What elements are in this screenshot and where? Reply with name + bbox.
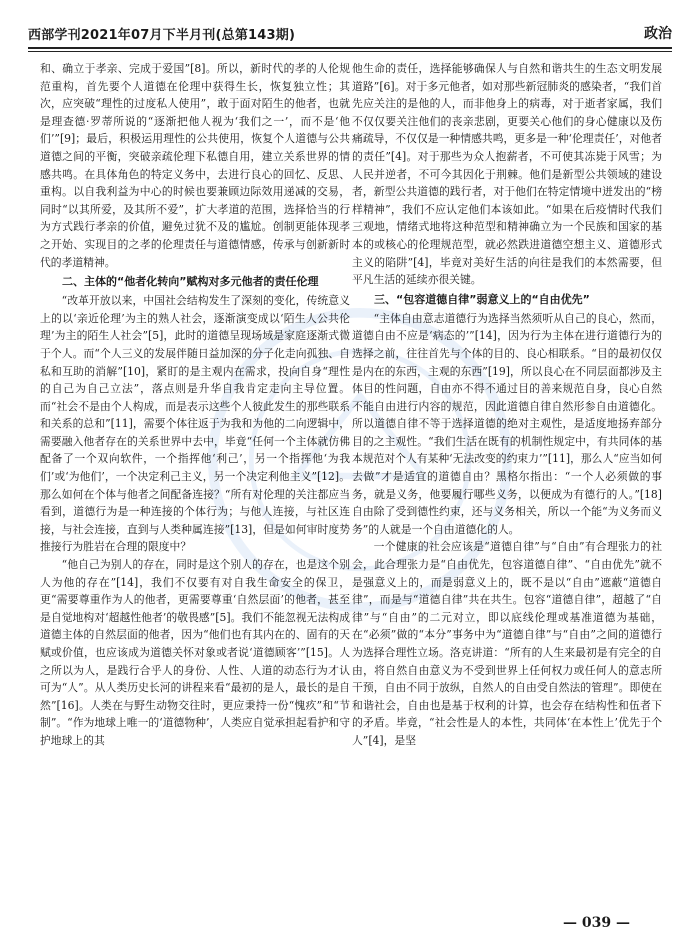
paragraph: 他生命的责任，选择能够确保人与自然和谐共生的生态文明发展道路”[6]。对于多元他者，如对那些新冠肺炎的感染者，“我们首先应关注的是他的人，而非他身上的病毒，对于逝者家属，我们不仅仅要关注他们的丧亲悲剧，更要关心他们的身心健康以及伤痛疏导，不仅仅是一种情感共鸣，更多是一种‘伦理责任’，对他者的责任”[4]。对于那些为众人抱薪者，不可使其冻毙于风雪；为人民并逆者，不可今其因化于荆棘。他们是新型公共领域的建设者，新型公共道德的践行者，对于他们在特定情境中迸发出的“榜样精神”，我们不应认定他们本该如此。“如果在后疫情时代我们三观地，情绪式地将这种范型和精神确立为一个民族和国家的基本的或核心的伦理规范型，就必然跌进道德空想主义、道德形式主义的陷阱”[4]，毕竟对美好生活的向往是我们的本然需要，但平凡生活的延续亦很关键。 [352, 62, 662, 287]
left-column [40, 60, 350, 750]
paragraph: “改革开放以来，中国社会结构发生了深刻的变化，传统意义上的以‘亲近伦理’为主的熟人社会，逐渐演变成以‘陌生人公共伦理’为主的陌生人社会”[5]，此时的道德呈现场域是家庭逐渐式微于个人。而“个人三义的发展伴随日益加深的分子化走向孤独、自私和互助的消解”[10]，紧盯的是主观内在需求，投向自身“理性的自己为自己立法”，落点则是升华自我肯定走向主导位置。而“社会不是由个人构成，而是表示这些个人彼此发生的那些联系和关系的总和”[11]，需要个体往返于为我和为他的二向逻辑中，需要融入他者存在的关系世界中去中，毕竟“任何一个主体就仿佛配备了一个双向软件，一个指挥他‘利己’，另一个指挥他‘为我们’或‘为他们’，一个决定利己主义，另一个决定利他主义”[12]。那么如何在个体与他者之间配备连接？“所有对伦理的关注都应当看到，道德行为是一种连接的个体行为；与他人连接，与社区连接，与社会连接，直到与人类种属连接”[13]，但是如何审时度势推接行为胜岩在合理的限度中？ [40, 294, 350, 554]
header-rule-thin [28, 51, 672, 52]
paragraph: “主体自由意志道德行为选择当然须听从自己的良心，然而，道德自由不应是‘病态的’”[14]，因为行为主体在进行道德行为的选择之前，往往首先与个体的目的、良心相联系。“目的最初仅仅是内在的东西，主观的东西”[19]，所以良心在不同层面都涉及主体目的性问题，自由亦不得不通过目的善来规范自身，良心自然不能自由进行内容的规范，因此道德自律自然形参自由道德化。所以道德自律不等于选择道德的绝对主观性，是适度地扬弃部分目的之主观性。“我们生活在既有的机制性规定中，有共同体的基本规范对个人有某种‘无法改变的约束力’”[11]，那么人“应当如何去做”才是适宜的道德自由？黑格尔指出：“一个人必须做的事务，就是义务，他要履行哪些义务，以便成为有德行的人。”[18]自由除了受到德性约束，还与义务相关，所以一个能“为义务而义务”的人就是一个自由道德化的人。 [352, 311, 662, 536]
header-rule-thick [28, 47, 672, 49]
paragraph: 和、确立于孝亲、完成于爱国”[8]。所以，新时代的孝的人伦规范重构，首先要个人道德在伦理中获得生长，恢复独立性；其次，应突破“理性的过度私人使用”，敢于面对陌生的他者，也就是理查德·罗蒂所说的“逐渐把他人视为‘我们之一’，而不是‘他们’”[9]；最后，积极运用理性的公共使用，恢复个人道德与公共道德之间的平衡，突破亲疏伦理下私德自用，建立关系世界的情感共鸣。在具体角色的特定义务中，去进行良心的回忆、反思、重构。以自我利益为中心的时候也要兼顾边际效用递减的交易，同时“以其所爱，及其所不爱”，扩大孝道的范围，选择恰当的行为方式践行孝亲的价值，避免过犹不及的尴尬。创制更能体现孝之开始、实现目的之孝的伦理责任与道德情感，传承与创新新时代的孝道精神。 [40, 62, 350, 269]
section-label: 政治 [644, 26, 672, 42]
journal-issue: 西部学刊2021年07月下半月刊(总第143期) [28, 28, 296, 43]
section-heading: 三、“包容道德自律”弱意义上的“自由优先” [374, 292, 590, 306]
paragraph: “他自己为别人的存在，同时是这个别人的存在，也是这个别人为他的存在”[14]，我们不仅要有对自我生命安全的保卫，更“需要尊重作为人的他者，更需要尊重‘自然层面’的他者，甚至是自觉地构对‘超越性他者’的敬畏感”[5]。我们不能忽视无法构成道德主体的自然层面的他者，因为“他们也有其内在的、固有的天赋或价值，也应该成为道德关怀对象或者说‘道德顾客’”[15]。人之所以为人，是践行合乎人的身份、人性、人道的动态行为才认可为“人”。从人类历史长河的讲程来看“最初的是人，最长的是自然”[16]。人类在与野生动物交往时，更应秉持一份“愧疚”和“节制”。“作为地球上唯一的‘道德物种’，人类应自觉承担起看护和守护地球上的其 [40, 558, 350, 747]
page-number: — 039 — [563, 915, 630, 931]
running-header [28, 18, 672, 46]
right-column [352, 60, 662, 750]
paragraph: 一个健康的社会应该是“道德自律”与“自由”有合理张力的社会，此合理张力是“自由优先，包容道德自律”、“自由优先”就不是强意义上的，而是弱意义上的，既不是以“自由”遮蔽“道德自律”，而是与“道德自律”共在共生。包容“道德自律”，超越了“自律”与“自由”的二元对立，即以底线伦理或基准道德为基础，在“必须”做的“本分”事务中为“道德自律”与“自由”之间的道德行为选择合理性立场。洛克讲道：“所有的人生来最初是有完全的自由，将自然自由意义为不受到世界上任何权力或任何人的意志所干预，自由不同于放纵，自然人的自由受自然法的管理”。即使在和谐社会，自由也是基于权利的计算，也会存在结构性和伍者下的矛盾。毕竟，“社会性是人的本性，共同体‘在本性上’优先于个人”[4]，是坚 [352, 540, 662, 747]
section-heading: 二、主体的“他者化转向”赋构对多元他者的责任伦理 [62, 275, 319, 289]
